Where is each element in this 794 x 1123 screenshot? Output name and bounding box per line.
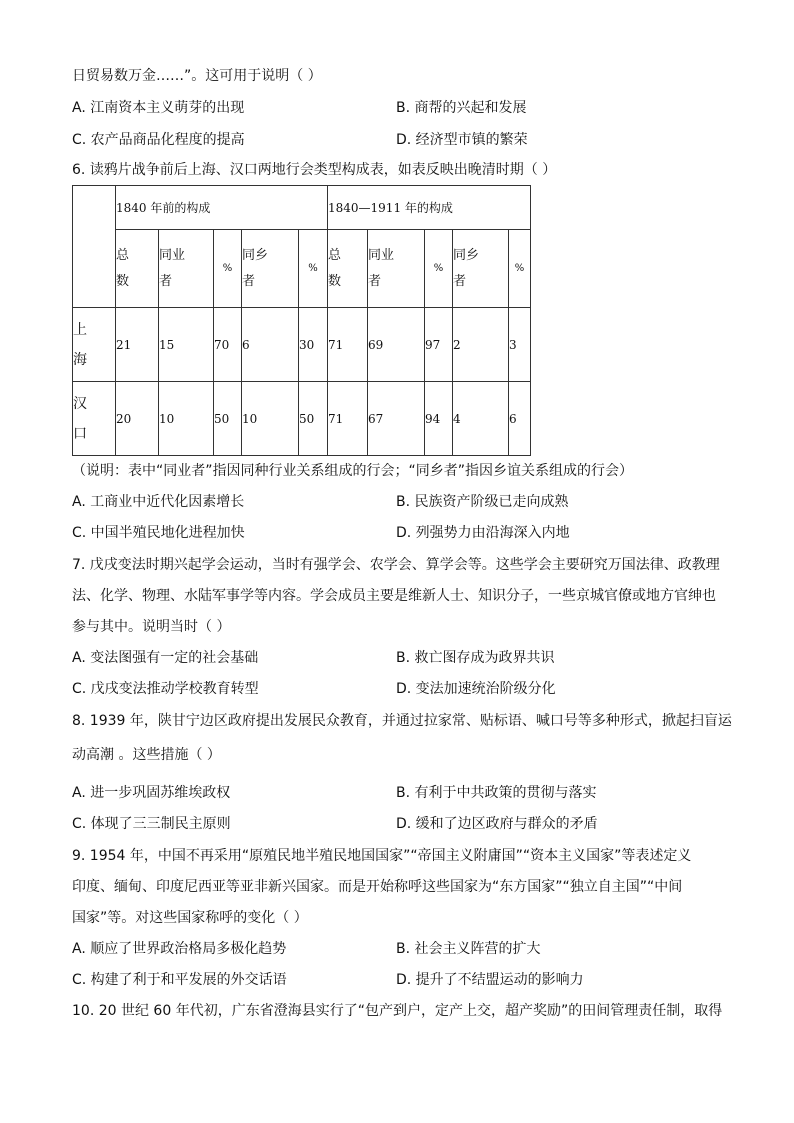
table-cell: 70 bbox=[214, 308, 242, 382]
subheader-total: 总 数 bbox=[116, 230, 159, 308]
table-cell: 50 bbox=[214, 382, 242, 456]
q8-option-d: D. 缓和了边区政府与群众的矛盾 bbox=[396, 816, 598, 832]
subheader-same-home: 同乡 者 bbox=[453, 230, 509, 308]
table-corner-cell bbox=[73, 186, 116, 308]
subheader-same-home: 同乡 者 bbox=[242, 230, 299, 308]
q7-option-a: A. 变法图强有一定的社会基础 bbox=[72, 650, 259, 666]
table-row bbox=[73, 308, 531, 382]
table-header-row bbox=[73, 186, 531, 230]
table-cell: 20 bbox=[116, 382, 159, 456]
table-cell: 94 bbox=[425, 382, 453, 456]
subheader-percent: % bbox=[425, 230, 453, 308]
q5-option-b: B. 商帮的兴起和发展 bbox=[396, 100, 527, 116]
table-cell: 2 bbox=[453, 308, 509, 382]
q6-option-d: D. 列强势力由沿海深入内地 bbox=[396, 525, 570, 541]
row-label-shanghai: 上 海 bbox=[73, 308, 116, 382]
subheader-same-trade: 同业 者 bbox=[368, 230, 425, 308]
q7-stem-line1: 7. 戊戌变法时期兴起学会运动，当时有强学会、农学会、算学会等。这些学会主要研究万国法律、政教理 bbox=[72, 557, 720, 573]
q7-option-b: B. 救亡图存成为政界共识 bbox=[396, 650, 555, 666]
q7-option-c: C. 戊戌变法推动学校教育转型 bbox=[72, 681, 259, 697]
q8-stem-line2: 动高潮 。这些措施（ ） bbox=[72, 747, 221, 763]
guild-composition-table bbox=[72, 185, 531, 456]
table-cell: 10 bbox=[159, 382, 214, 456]
q8-option-a: A. 进一步巩固苏维埃政权 bbox=[72, 785, 231, 801]
subheader-total: 总 数 bbox=[328, 230, 368, 308]
q6-option-c: C. 中国半殖民地化进程加快 bbox=[72, 525, 245, 541]
q9-stem-line2: 印度、缅甸、印度尼西亚等亚非新兴国家。而是开始称呼这些国家为“东方国家”“独立自主国”“中间 bbox=[72, 879, 683, 895]
table-cell: 6 bbox=[509, 382, 531, 456]
q6-option-b: B. 民族资产阶级已走向成熟 bbox=[396, 494, 569, 510]
q9-option-d: D. 提升了不结盟运动的影响力 bbox=[396, 972, 584, 988]
table-cell: 4 bbox=[453, 382, 509, 456]
table-cell: 71 bbox=[328, 382, 368, 456]
q8-stem-line1: 8. 1939 年，陕甘宁边区政府提出发展民众教育，并通过拉家常、贴标语、喊口号等多种形式，掀起扫盲运 bbox=[72, 713, 732, 729]
table-cell: 3 bbox=[509, 308, 531, 382]
q9-stem-line3: 国家”等。对这些国家称呼的变化（ ） bbox=[72, 910, 308, 926]
table-row bbox=[73, 382, 531, 456]
row-label-hankou: 汉 口 bbox=[73, 382, 116, 456]
q5-option-d: D. 经济型市镇的繁荣 bbox=[396, 132, 528, 148]
q8-option-b: B. 有利于中共政策的贯彻与落实 bbox=[396, 785, 597, 801]
q8-option-c: C. 体现了三三制民主原则 bbox=[72, 816, 231, 832]
table-cell: 15 bbox=[159, 308, 214, 382]
table-cell: 97 bbox=[425, 308, 453, 382]
table-cell: 71 bbox=[328, 308, 368, 382]
q5-stem-tail: 日贸易数万金……”。这可用于说明（ ） bbox=[72, 68, 322, 84]
q5-option-c: C. 农产品商品化程度的提高 bbox=[72, 132, 245, 148]
q10-stem-line1: 10. 20 世纪 60 年代初，广东省澄海县实行了“包产到户，定产上交，超产奖励”的田间管理责任制，取得 bbox=[72, 1003, 723, 1019]
table-cell: 69 bbox=[368, 308, 425, 382]
table-cell: 10 bbox=[242, 382, 299, 456]
header-before-1840: 1840 年前的构成 bbox=[116, 186, 328, 230]
q6-note: （说明：表中“同业者”指因同种行业关系组成的行会；“同乡者”指因乡谊关系组成的行会） bbox=[72, 463, 634, 479]
q9-option-a: A. 顺应了世界政治格局多极化趋势 bbox=[72, 941, 287, 957]
q9-stem-line1: 9. 1954 年，中国不再采用“原殖民地半殖民地国国家”“帝国主义附庸国”“资本主义国家”等表述定义 bbox=[72, 848, 692, 864]
subheader-same-trade: 同业 者 bbox=[159, 230, 214, 308]
header-1840-1911: 1840—1911 年的构成 bbox=[328, 186, 531, 230]
q9-option-b: B. 社会主义阵营的扩大 bbox=[396, 941, 541, 957]
subheader-percent: % bbox=[509, 230, 531, 308]
q5-option-a: A. 江南资本主义萌芽的出现 bbox=[72, 100, 245, 116]
q7-option-d: D. 变法加速统治阶级分化 bbox=[396, 681, 556, 697]
table-cell: 67 bbox=[368, 382, 425, 456]
q6-option-a: A. 工商业中近代化因素增长 bbox=[72, 494, 245, 510]
table-cell: 50 bbox=[299, 382, 328, 456]
q6-stem: 6. 读鸦片战争前后上海、汉口两地行会类型构成表，如表反映出晚清时期（ ） bbox=[72, 162, 557, 178]
table-cell: 6 bbox=[242, 308, 299, 382]
q9-option-c: C. 构建了利于和平发展的外交话语 bbox=[72, 972, 287, 988]
subheader-percent: % bbox=[299, 230, 328, 308]
table-cell: 21 bbox=[116, 308, 159, 382]
q7-stem-line2: 法、化学、物理、水陆军事学等内容。学会成员主要是维新人士、知识分子，一些京城官僚或地方官绅也 bbox=[72, 588, 716, 604]
q7-stem-line3: 参与其中。说明当时（ ） bbox=[72, 619, 231, 635]
table-cell: 30 bbox=[299, 308, 328, 382]
table-subheader-row bbox=[73, 230, 531, 308]
subheader-percent: % bbox=[214, 230, 242, 308]
